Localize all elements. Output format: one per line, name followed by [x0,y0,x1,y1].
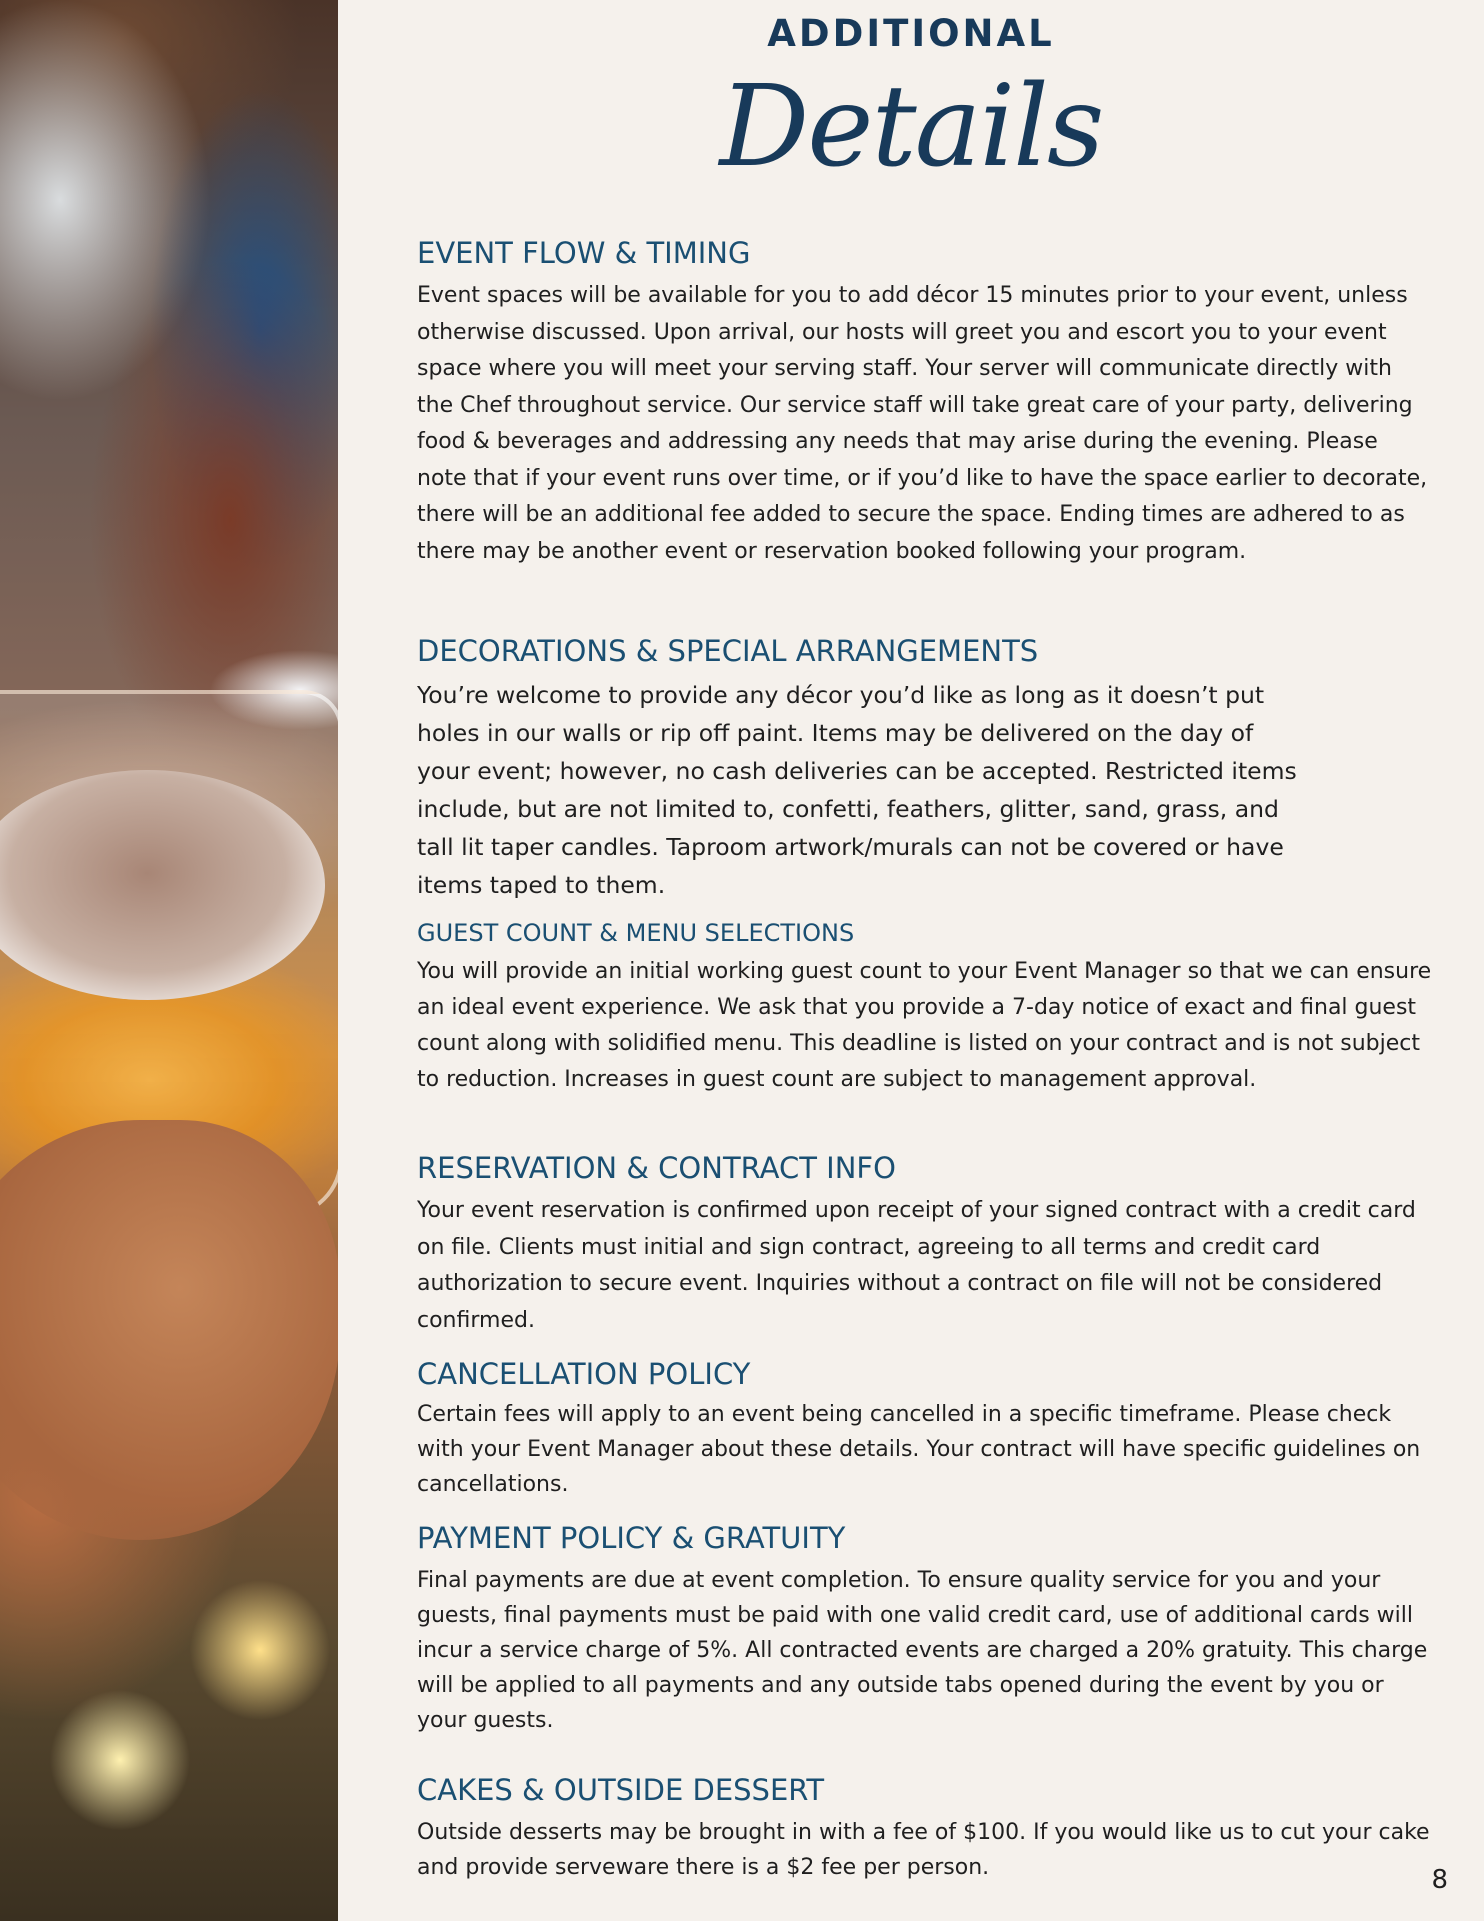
section-body: You’re welcome to provide any décor you’d like as long as it doesn’t put holes in our walls or rip off paint. Items may be delivered on the day of your event; however, no cash deliveries can be accepted. Restricted items include, but are not limited to, confetti, feathers, glitter, sand, grass, and tall lit taper candles. Taproom artwork/murals can not be covered or have items taped to them. [417,681,1297,899]
section-cakes [417,1771,1432,1885]
section-reservation [417,1149,1432,1339]
section-payment [417,1519,1432,1738]
section-cancellation [417,1355,1432,1502]
section-heading: EVENT FLOW & TIMING [417,236,751,270]
section-body: Outside desserts may be brought in with a fee of $100. If you would like us to cut your cake and provide serveware there is a $2 fee per person. [417,1820,1430,1880]
section-guest-count [417,916,1432,1098]
section-heading: DECORATIONS & SPECIAL ARRANGEMENTS [417,634,1039,668]
section-heading: RESERVATION & CONTRACT INFO [417,1151,896,1185]
section-body: Certain fees will apply to an event being cancelled in a specific timeframe. Please check with your Event Manager about these details. Your contract will have specific guidelines on cancellations. [417,1402,1421,1497]
section-heading: CAKES & OUTSIDE DESSERT [417,1773,825,1807]
section-heading: GUEST COUNT & MENU SELECTIONS [417,919,855,947]
beer-toast-photo [0,0,338,1921]
section-heading: PAYMENT POLICY & GRATUITY [417,1521,846,1555]
section-event-flow [417,234,1432,570]
page-number: 8 [1431,1865,1448,1895]
section-decorations [417,632,1432,904]
section-body: Event spaces will be available for you to add décor 15 minutes prior to your event, unless otherwise discussed. Upon arrival, our hosts will greet you and escort you to your event space where you will meet your serving staff. Your server will communicate directly with the Chef throughout service. Our service staff will take great care of your party, delivering food & beverages and addressing any needs that may arise during the evening. Please note that if your event runs over time, or if you’d like to have the space earlier to decorate, there will be an additional fee added to secure the space. Ending times are adhered to as there may be another event or reservation booked following your program. [417,283,1428,564]
section-heading: CANCELLATION POLICY [417,1357,751,1391]
page-title-script: Details [719,62,1103,192]
hand-holding-glass [0,1120,338,1540]
section-body: Your event reservation is confirmed upon receipt of your signed contract with a credit card on file. Clients must initial and sign contract, agreeing to all terms and credit card authorization to secure event. Inquiries without a contract on file will not be considered confirmed. [417,1198,1416,1333]
section-body: Final payments are due at event completion. To ensure quality service for you and your guests, final payments must be paid with one valid credit card, use of additional cards will incur a service charge of 5%. All contracted events are charged a 20% gratuity. This charge will be applied to all payments and any outside tabs opened during the event by you or your guests. [417,1568,1428,1733]
section-body: You will provide an initial working guest count to your Event Manager so that we can ensure an ideal event experience. We ask that you provide a 7-day notice of exact and final guest count along with solidified menu. This deadline is listed on your contract and is not subject to reduction. Increases in guest count are subject to management approval. [417,959,1432,1092]
page-title-small: ADDITIONAL [767,12,1055,55]
